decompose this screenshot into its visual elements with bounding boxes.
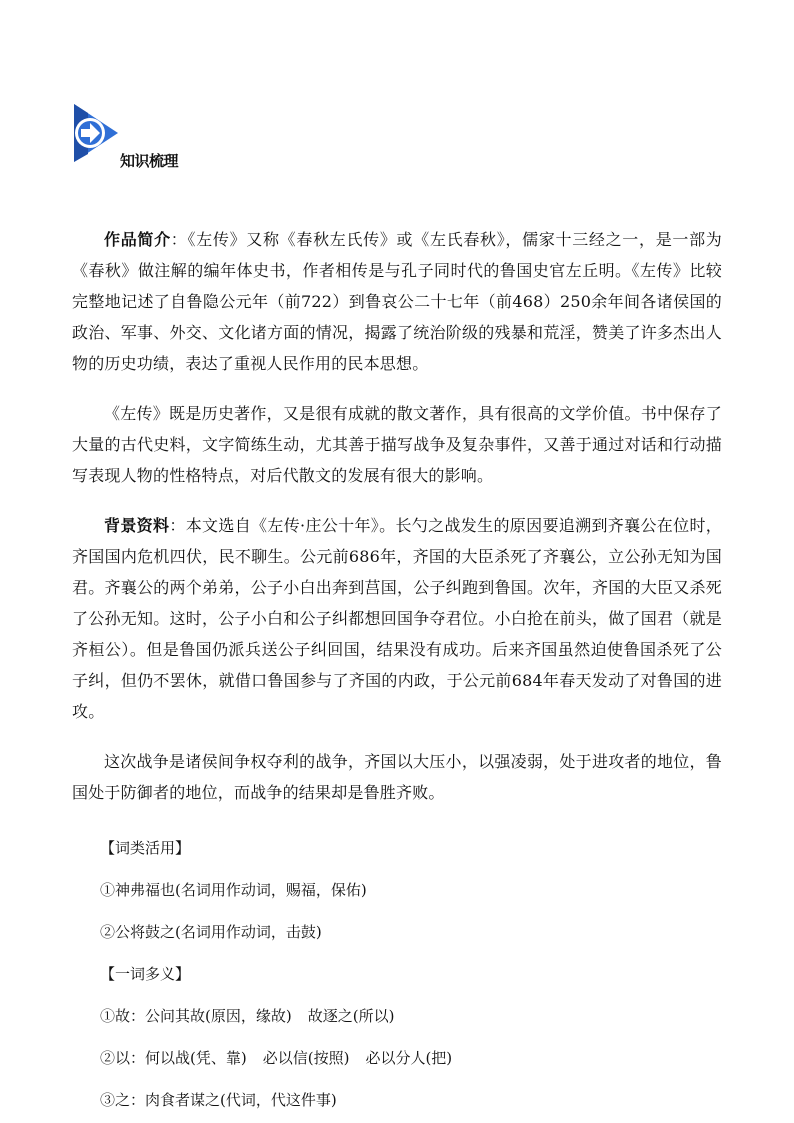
word-class-heading: 【词类活用】: [100, 839, 191, 857]
background-text: 本文选自《左传·庄公十年》。长勺之战发生的原因要追溯到齐襄公在位时，齐国国内危机四伏，民不聊生。公元前686年，齐国的大臣杀死了齐襄公，立公孙无知为国君。齐襄公的两个弟弟，公子小白出奔到莒国，公子纠跑到鲁国。次年，齐国的大臣又杀死了公孙无知。这时，公子小白和公子纠都想回国争夺君位。小白抢在前头，做了国君（就是齐桓公）。但是鲁国仍派兵送公子纠回国，结果没有成功。后来齐国虽然迫使鲁国杀死了公子纠，但仍不罢休，就借口鲁国参与了齐国的内政，于公元前684年春天发动了对鲁国的进攻。: [72, 516, 722, 721]
polysemy-item-3-head: ③之：肉食者谋之(代词，代这件事): [100, 1091, 337, 1109]
background-colon: ：: [169, 516, 186, 535]
polysemy-item-3: [72, 1079, 722, 1121]
polysemy-heading: 【一词多义】: [100, 965, 191, 983]
arrow-right-circle-icon: [70, 102, 120, 164]
polysemy-item-2: [72, 1037, 722, 1079]
word-class-item-1: ①神弗福也(名词用作动词，赐福，保佑): [100, 881, 367, 899]
polysemy-item-2-head: ②以：何以战(凭、靠): [100, 1049, 247, 1067]
intro-colon: ：: [170, 230, 188, 249]
polysemy-item-2-tail: 必以分人(把): [365, 1049, 453, 1067]
polysemy-item-1-head: ①故：公问其故(原因，缘故): [100, 1007, 292, 1025]
polysemy-item-1: [72, 995, 722, 1037]
word-class-item-2: ②公将鼓之(名词用作动词，击鼓): [100, 923, 322, 941]
background-label: 背景资料: [104, 516, 170, 535]
background-paragraph-2: 这次战争是诸侯间争权夺利的战争，齐国以大压小，以强凌弱，处于进攻者的地位，鲁国处于防御者的地位，而战争的结果却是鲁胜齐败。: [72, 752, 722, 802]
intro-text: 《左传》又称《春秋左氏传》或《左氏春秋》，儒家十三经之一，是一部为《春秋》做注解的编年体史书，作者相传是与孔子同时代的鲁国史官左丘明。《左传》比较完整地记述了自鲁隐公元年（前722）到鲁哀公二十七年（前468）250余年间各诸侯国的政治、军事、外交、文化诸方面的情况，揭露了统治阶级的残暴和荒淫，赞美了许多杰出人物的历史功绩，表达了重视人民作用的民本思想。: [72, 230, 722, 373]
section-title: 知识梳理: [120, 152, 179, 170]
polysemy-item-1-tail: 故逐之(所以): [307, 1007, 395, 1025]
intro-paragraph-2: 《左传》既是历史著作，又是很有成就的散文著作，具有很高的文学价值。书中保存了大量的古代史料，文字简练生动，尤其善于描写战争及复杂事件，又善于通过对话和行动描写表现人物的性格特点，对后代散文的发展有很大的影响。: [72, 404, 722, 485]
polysemy-item-2-mid: 必以信(按照): [262, 1049, 350, 1067]
intro-paragraph: [72, 224, 722, 379]
intro-label: 作品简介: [104, 230, 171, 249]
main-content: [72, 224, 722, 1121]
background-paragraph: [72, 510, 722, 727]
